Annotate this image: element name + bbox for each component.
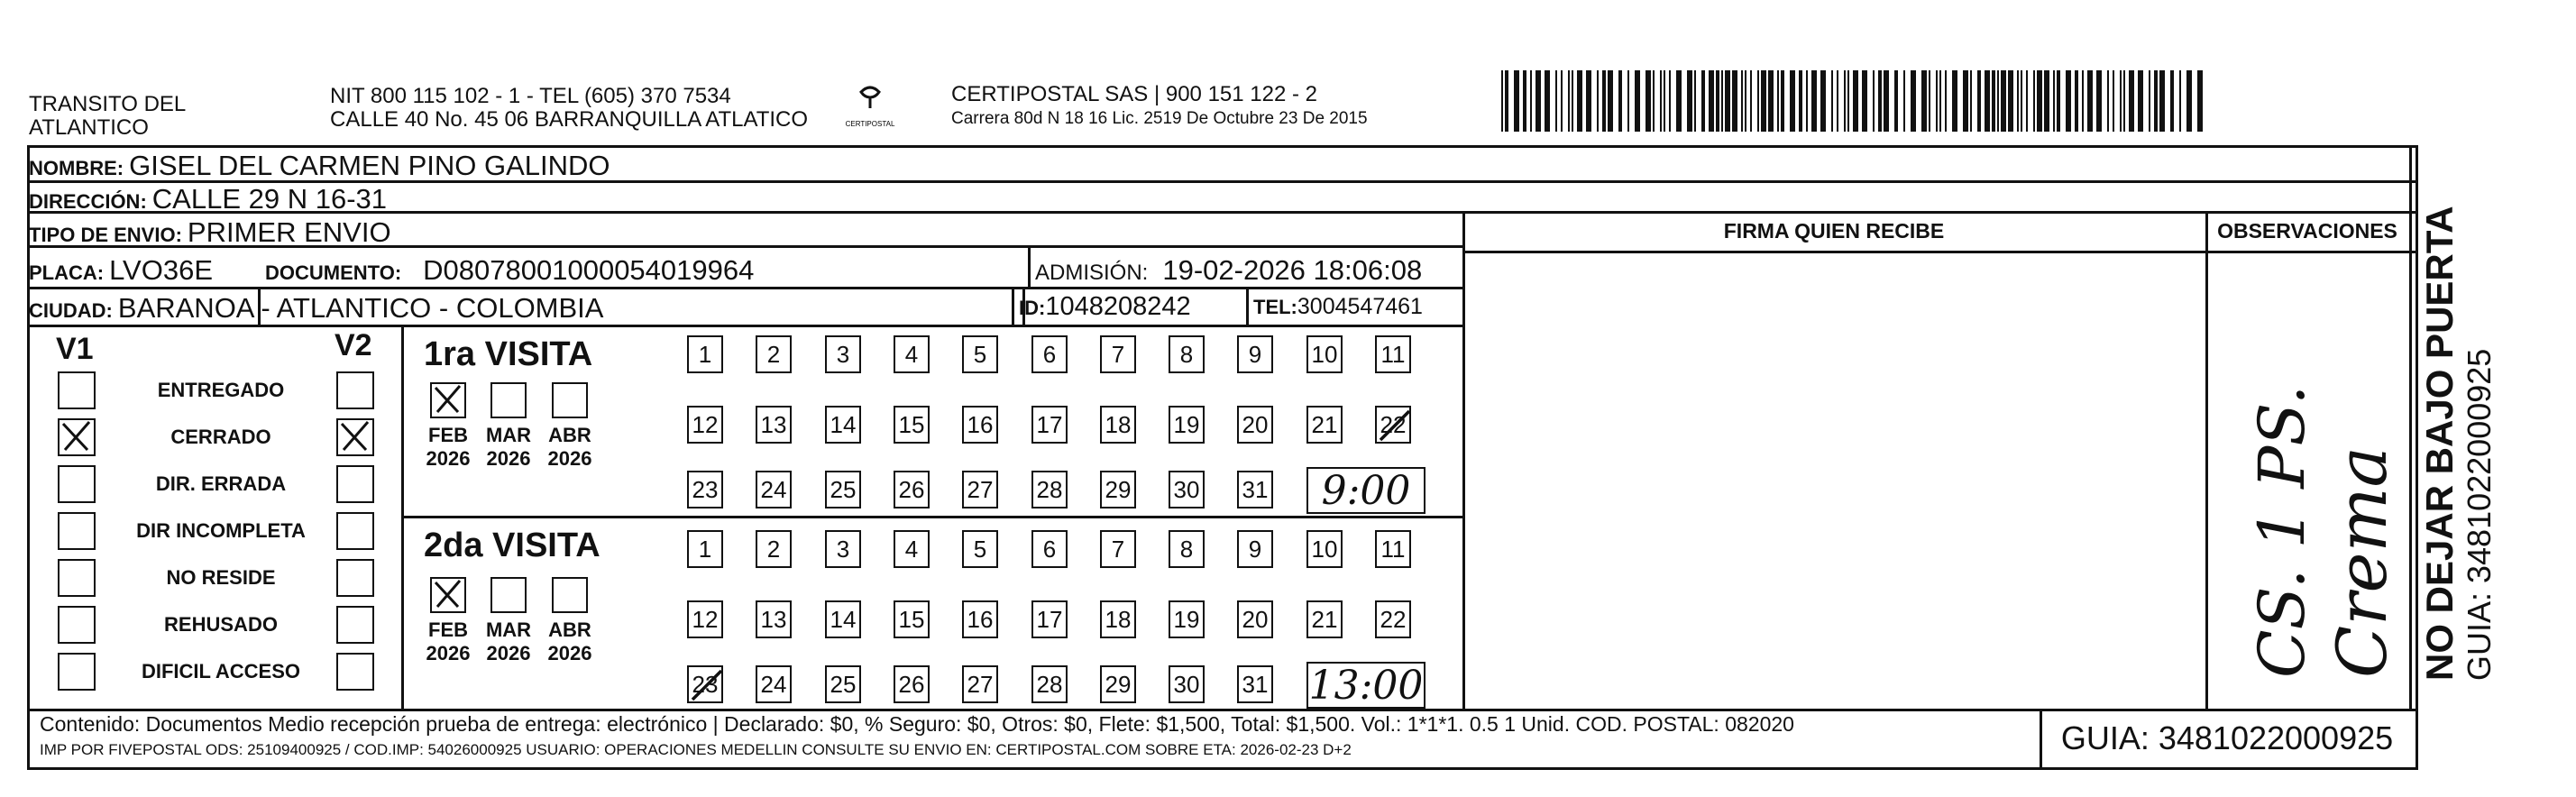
org-line-2: ATLANTICO (29, 115, 149, 140)
barcode-bar (2123, 70, 2125, 132)
company-line: CERTIPOSTAL SAS | 900 151 122 - 2 (951, 82, 1317, 106)
barcode-bar (1536, 70, 1541, 132)
barcode-bar (1837, 70, 1838, 132)
day-box[interactable]: 14 (825, 600, 861, 638)
footer-imp: IMP POR FIVEPOSTAL ODS: 25109400925 / COD.IMP: 54026000925 USUARIO: OPERACIONES MEDELLIN CONSULTE SU ENVIO EN: CERTIPOSTAL.COM SOBRE ETA: 2026-02-23 D+2 (40, 741, 1352, 758)
barcode-bar (1903, 70, 1905, 132)
day-box[interactable]: 11 (1375, 335, 1411, 373)
barcode-bar (1862, 70, 1867, 132)
barcode-bar (2179, 70, 2181, 132)
month-checkbox[interactable] (490, 577, 527, 613)
day-box[interactable]: 8 (1169, 335, 1205, 373)
day-box[interactable]: 31 (1237, 471, 1273, 508)
day-box[interactable]: 28 (1031, 665, 1068, 703)
barcode-bar (1939, 70, 1941, 132)
day-box[interactable]: 19 (1169, 406, 1205, 444)
v1-checkbox[interactable] (58, 371, 96, 409)
barcode-bar (2001, 70, 2006, 132)
barcode-bar (1911, 70, 1916, 132)
col-divider (1462, 211, 1465, 710)
day-box[interactable]: 30 (1169, 471, 1205, 508)
day-box[interactable]: 22 (1375, 406, 1411, 444)
day-box[interactable]: 12 (687, 600, 723, 638)
barcode-bar (1635, 70, 1640, 132)
barcode-bar (2053, 70, 2055, 132)
nombre-row (29, 150, 610, 182)
barcode-bar (2154, 70, 2158, 132)
visit2-title: 2da VISITA (424, 527, 600, 564)
check-mark-icon (432, 384, 463, 416)
status-label: NO RESIDE (166, 566, 276, 589)
barcode-bar (1561, 70, 1563, 132)
status-label: DIR INCOMPLETA (136, 519, 306, 542)
barcode-bar (1873, 70, 1875, 132)
barcode-bar (2082, 70, 2084, 132)
day-box[interactable]: 22 (1375, 600, 1411, 638)
barcode-bar (1709, 70, 1714, 132)
barcode-bar (2113, 70, 2114, 132)
row-divider (401, 516, 1462, 518)
day-box[interactable]: 25 (825, 665, 861, 703)
side-strip (2416, 149, 2525, 708)
day-box[interactable]: 6 (1031, 530, 1068, 568)
barcode-bar (1878, 70, 1882, 132)
day-box[interactable]: 6 (1031, 335, 1068, 373)
day-box[interactable]: 28 (1031, 471, 1068, 508)
barcode-bar (1806, 70, 1808, 132)
day-box[interactable]: 2 (756, 530, 792, 568)
status-label: DIR. ERRADA (155, 472, 287, 495)
col-divider (401, 325, 404, 710)
day-box[interactable]: 29 (1100, 471, 1136, 508)
barcode-bar (1929, 70, 1930, 132)
barcode-bar (1701, 70, 1705, 132)
day-box[interactable]: 29 (1100, 665, 1136, 703)
side-warning: NO DEJAR BAJO PUERTA (2418, 206, 2461, 681)
col-divider (2205, 211, 2208, 710)
barcode-bar (2170, 70, 2174, 132)
day-box[interactable]: 26 (894, 665, 930, 703)
org-name (29, 93, 186, 140)
barcode-bar (1530, 70, 1532, 132)
barcode-bar (1676, 70, 1682, 132)
tipo-envio-value: PRIMER ENVIO (187, 216, 391, 248)
barcode-bar (1945, 70, 1947, 132)
barcode-bar (1664, 70, 1665, 132)
day-box[interactable]: 20 (1237, 406, 1273, 444)
placa-label: PLACA: (29, 261, 105, 284)
tel-value: 3004547461 (1297, 294, 1423, 319)
status-label: DIFICIL ACCESO (141, 660, 300, 682)
barcode-bar (1757, 70, 1759, 132)
day-box[interactable]: 10 (1306, 335, 1343, 373)
barcode-bar (2021, 70, 2022, 132)
tel-field (1253, 294, 1423, 320)
month-label: ABR 2026 (547, 618, 592, 664)
day-box[interactable]: 18 (1100, 600, 1136, 638)
v1-checkbox[interactable] (58, 512, 96, 550)
status-label: ENTREGADO (157, 379, 285, 401)
strike-mark-icon (689, 667, 725, 703)
barcode-bar (1555, 70, 1557, 132)
barcode-bar (1501, 70, 1503, 132)
day-box[interactable]: 16 (962, 406, 998, 444)
day-box[interactable]: 12 (687, 406, 723, 444)
barcode-bar (2026, 70, 2028, 132)
day-box[interactable]: 7 (1100, 530, 1136, 568)
address-line: CALLE 40 No. 45 06 BARRANQUILLA ATLATICO (330, 107, 809, 132)
day-box[interactable]: 16 (962, 600, 998, 638)
day-box[interactable]: 13 (756, 406, 792, 444)
placa-row (29, 254, 213, 287)
strike-mark-icon (1377, 408, 1413, 444)
day-box[interactable]: 4 (894, 335, 930, 373)
observaciones-area (2209, 254, 2407, 707)
observacion-line-2: Crema (2322, 446, 2402, 678)
barcode-bar (1741, 70, 1743, 132)
documento-label: DOCUMENTO: (265, 261, 402, 284)
day-box[interactable]: 7 (1100, 335, 1136, 373)
barcode-bar (1577, 70, 1582, 132)
day-box[interactable]: 11 (1375, 530, 1411, 568)
barcode-bar (1572, 70, 1573, 132)
signature-area[interactable] (1466, 254, 2204, 707)
barcode-bar (1602, 70, 1606, 132)
barcode-bar (1618, 70, 1622, 132)
month-checkbox[interactable] (430, 577, 466, 613)
month-checkbox[interactable] (490, 382, 527, 418)
documento-field (261, 254, 754, 287)
ciudad-value: BARANOA - ATLANTICO - COLOMBIA (117, 292, 604, 324)
nombre-value: GISEL DEL CARMEN PINO GALINDO (129, 150, 610, 181)
day-box[interactable]: 23 (687, 665, 723, 703)
barcode-bar (1977, 70, 1981, 132)
admision-field (1035, 254, 1422, 287)
day-box[interactable]: 27 (962, 471, 998, 508)
id-value: 1048208242 (1045, 292, 1191, 321)
admision-label: ADMISIÓN: (1035, 261, 1149, 285)
col-divider (1001, 287, 1004, 325)
barcode-bar (2057, 70, 2060, 132)
barcode-bar (1894, 70, 1898, 132)
barcode-bar (2186, 70, 2192, 132)
time-box[interactable] (1306, 662, 1426, 709)
barcode-bar (2129, 70, 2134, 132)
barcode-bar (1997, 70, 1999, 132)
barcode-bar (1761, 70, 1766, 132)
v1-checkbox[interactable] (58, 465, 96, 503)
barcode-bar (1936, 70, 1938, 132)
month-label: MAR 2026 (485, 618, 532, 664)
ciudad-label: CIUDAD: (29, 299, 113, 322)
footer-contenido: Contenido: Documentos Medio recepción prueba de entrega: electrónico | Declarado: $0, % Seguro: $0, Otros: $0, Flete: $1,500, Total: $1,500. Vol.: 1*1*1. 0.5 1 Unid. COD. POSTAL: 082020 (40, 712, 1794, 736)
barcode-bar (1586, 70, 1591, 132)
day-box[interactable]: 24 (756, 665, 792, 703)
barcode-bar (1505, 70, 1508, 132)
check-mark-icon (338, 420, 371, 453)
certipostal-logo (834, 83, 906, 133)
barcode-bar (1660, 70, 1662, 132)
barcode-bar (1992, 70, 1995, 132)
v2-checkbox[interactable] (336, 512, 374, 550)
barcode-bar (1732, 70, 1737, 132)
day-box[interactable]: 23 (687, 471, 723, 508)
day-box[interactable]: 19 (1169, 600, 1205, 638)
barcode-bar (1790, 70, 1795, 132)
day-box[interactable]: 15 (894, 406, 930, 444)
day-box[interactable]: 2 (756, 335, 792, 373)
v1-checkbox[interactable] (58, 653, 96, 691)
barcode (1501, 70, 2205, 132)
ciudad-row (29, 292, 603, 325)
side-guia: GUIA: 3481022000925 (2461, 348, 2498, 681)
barcode-bar (1716, 70, 1719, 132)
day-box[interactable]: 3 (825, 530, 861, 568)
barcode-bar (1627, 70, 1629, 132)
status-label: REHUSADO (164, 613, 278, 636)
day-box[interactable]: 3 (825, 335, 861, 373)
observacion-line-1: CS. 1 PS. (2245, 384, 2319, 678)
v2-checkbox[interactable] (336, 653, 374, 691)
tipo-envio-row (29, 216, 391, 249)
day-box[interactable]: 21 (1306, 600, 1343, 638)
barcode-bar (2096, 70, 2102, 132)
day-box[interactable]: 4 (894, 530, 930, 568)
barcode-bar (1853, 70, 1858, 132)
check-mark-icon (432, 579, 463, 610)
barcode-bar (2197, 70, 2203, 132)
barcode-bar (1768, 70, 1774, 132)
documento-value: D08078001000054019964 (423, 254, 755, 286)
v1-checkbox[interactable] (58, 559, 96, 597)
day-box[interactable]: 18 (1100, 406, 1136, 444)
day-box[interactable]: 9 (1237, 335, 1273, 373)
day-box[interactable]: 30 (1169, 665, 1205, 703)
barcode-bar (1608, 70, 1613, 132)
barcode-bar (1781, 70, 1784, 132)
tel-label: TEL: (1253, 296, 1297, 318)
direccion-label: DIRECCIÓN: (29, 190, 147, 213)
barcode-bar (2044, 70, 2049, 132)
barcode-bar (1844, 70, 1846, 132)
day-box[interactable]: 17 (1031, 600, 1068, 638)
observaciones-header: OBSERVACIONES (2217, 219, 2397, 243)
barcode-bar (1514, 70, 1519, 132)
barcode-bar (1568, 70, 1570, 132)
month-label: MAR 2026 (485, 424, 532, 470)
barcode-bar (1725, 70, 1730, 132)
day-box[interactable]: 21 (1306, 406, 1343, 444)
barcode-bar (1687, 70, 1692, 132)
barcode-bar (1847, 70, 1849, 132)
firma-header: FIRMA QUIEN RECIBE (1723, 219, 1945, 243)
time-value: 9:00 (1321, 468, 1411, 514)
barcode-bar (1750, 70, 1752, 132)
barcode-bar (2075, 70, 2078, 132)
v2-checkbox[interactable] (336, 606, 374, 644)
barcode-bar (1831, 70, 1833, 132)
check-mark-icon (60, 420, 93, 453)
barcode-bar (2138, 70, 2143, 132)
barcode-bar (1985, 70, 1990, 132)
barcode-bar (2107, 70, 2109, 132)
day-box[interactable]: 5 (962, 530, 998, 568)
admision-value: 19-02-2026 18:06:08 (1162, 254, 1423, 286)
footer-guia: GUIA: 3481022000925 (2060, 719, 2394, 756)
barcode-bar (1646, 70, 1651, 132)
barcode-bar (2120, 70, 2122, 132)
month-label: FEB 2026 (426, 424, 471, 470)
barcode-bar (1921, 70, 1927, 132)
company-info (951, 83, 1368, 129)
barcode-bar (1694, 70, 1696, 132)
barcode-bar (1653, 70, 1655, 132)
day-box[interactable]: 15 (894, 600, 930, 638)
barcode-bar (1884, 70, 1889, 132)
barcode-bar (1811, 70, 1817, 132)
day-box[interactable]: 1 (687, 530, 723, 568)
row-divider (1462, 251, 2418, 253)
direccion-value: CALLE 29 N 16-31 (151, 183, 387, 215)
id-field (1019, 292, 1191, 322)
barcode-bar (1970, 70, 1972, 132)
barcode-bar (1963, 70, 1968, 132)
day-box[interactable]: 5 (962, 335, 998, 373)
barcode-bar (1952, 70, 1957, 132)
v1-checkbox[interactable] (58, 418, 96, 456)
issuer-info (330, 85, 808, 132)
col-divider (1012, 289, 1014, 326)
col-divider (2040, 709, 2042, 770)
v2-checkbox[interactable] (336, 465, 374, 503)
day-box[interactable]: 25 (825, 471, 861, 508)
barcode-bar (2037, 70, 2042, 132)
month-checkbox[interactable] (552, 577, 588, 613)
v2-checkbox[interactable] (336, 418, 374, 456)
day-box[interactable]: 1 (687, 335, 723, 373)
row-divider (27, 709, 2418, 711)
month-label: FEB 2026 (426, 618, 471, 664)
barcode-bar (1669, 70, 1671, 132)
barcode-bar (2033, 70, 2035, 132)
v1-label: V1 (56, 332, 94, 366)
barcode-bar (2159, 70, 2165, 132)
barcode-bar (1721, 70, 1723, 132)
visit1-title: 1ra VISITA (424, 335, 593, 373)
day-box[interactable]: 31 (1237, 665, 1273, 703)
placa-value: LVO36E (109, 254, 213, 286)
logo-text: CERTIPOSTAL (845, 120, 895, 128)
barcode-bar (1820, 70, 1826, 132)
col-divider (1246, 289, 1249, 326)
day-box[interactable]: 9 (1237, 530, 1273, 568)
barcode-bar (1799, 70, 1802, 132)
day-box[interactable]: 13 (756, 600, 792, 638)
day-box[interactable]: 14 (825, 406, 861, 444)
day-box[interactable]: 8 (1169, 530, 1205, 568)
barcode-bar (1545, 70, 1550, 132)
col-divider (2409, 145, 2412, 710)
barcode-bar (1597, 70, 1599, 132)
org-line-1: TRANSITO DEL (29, 92, 187, 116)
barcode-bar (2066, 70, 2071, 132)
barcode-bar (1745, 70, 1746, 132)
day-box[interactable]: 27 (962, 665, 998, 703)
barcode-bar (1523, 70, 1526, 132)
col-divider (1028, 245, 1031, 289)
day-box[interactable]: 10 (1306, 530, 1343, 568)
day-box[interactable]: 24 (756, 471, 792, 508)
direccion-row (29, 183, 387, 215)
v1-checkbox[interactable] (58, 606, 96, 644)
time-value: 13:00 (1308, 663, 1424, 709)
day-box[interactable]: 20 (1237, 600, 1273, 638)
barcode-bar (2149, 70, 2150, 132)
month-label: ABR 2026 (547, 424, 592, 470)
barcode-bar (1777, 70, 1779, 132)
month-checkbox[interactable] (430, 382, 466, 418)
barcode-bar (2017, 70, 2019, 132)
barcode-bar (2008, 70, 2013, 132)
nombre-label: NOMBRE: (29, 157, 124, 179)
v2-checkbox[interactable] (336, 559, 374, 597)
month-checkbox[interactable] (552, 382, 588, 418)
v2-checkbox[interactable] (336, 371, 374, 409)
tipo-envio-label: TIPO DE ENVIO: (29, 224, 182, 246)
id-label: ID: (1019, 297, 1046, 319)
day-box[interactable]: 26 (894, 471, 930, 508)
time-box[interactable] (1306, 467, 1426, 514)
nit-line: NIT 800 115 102 - 1 - TEL (605) 370 7534 (330, 84, 731, 108)
barcode-bar (2087, 70, 2093, 132)
license-line: Carrera 80d N 18 16 Lic. 2519 De Octubre 23 De 2015 (951, 109, 1368, 128)
day-box[interactable]: 17 (1031, 406, 1068, 444)
status-label: CERRADO (170, 426, 271, 448)
v2-label: V2 (335, 328, 372, 362)
